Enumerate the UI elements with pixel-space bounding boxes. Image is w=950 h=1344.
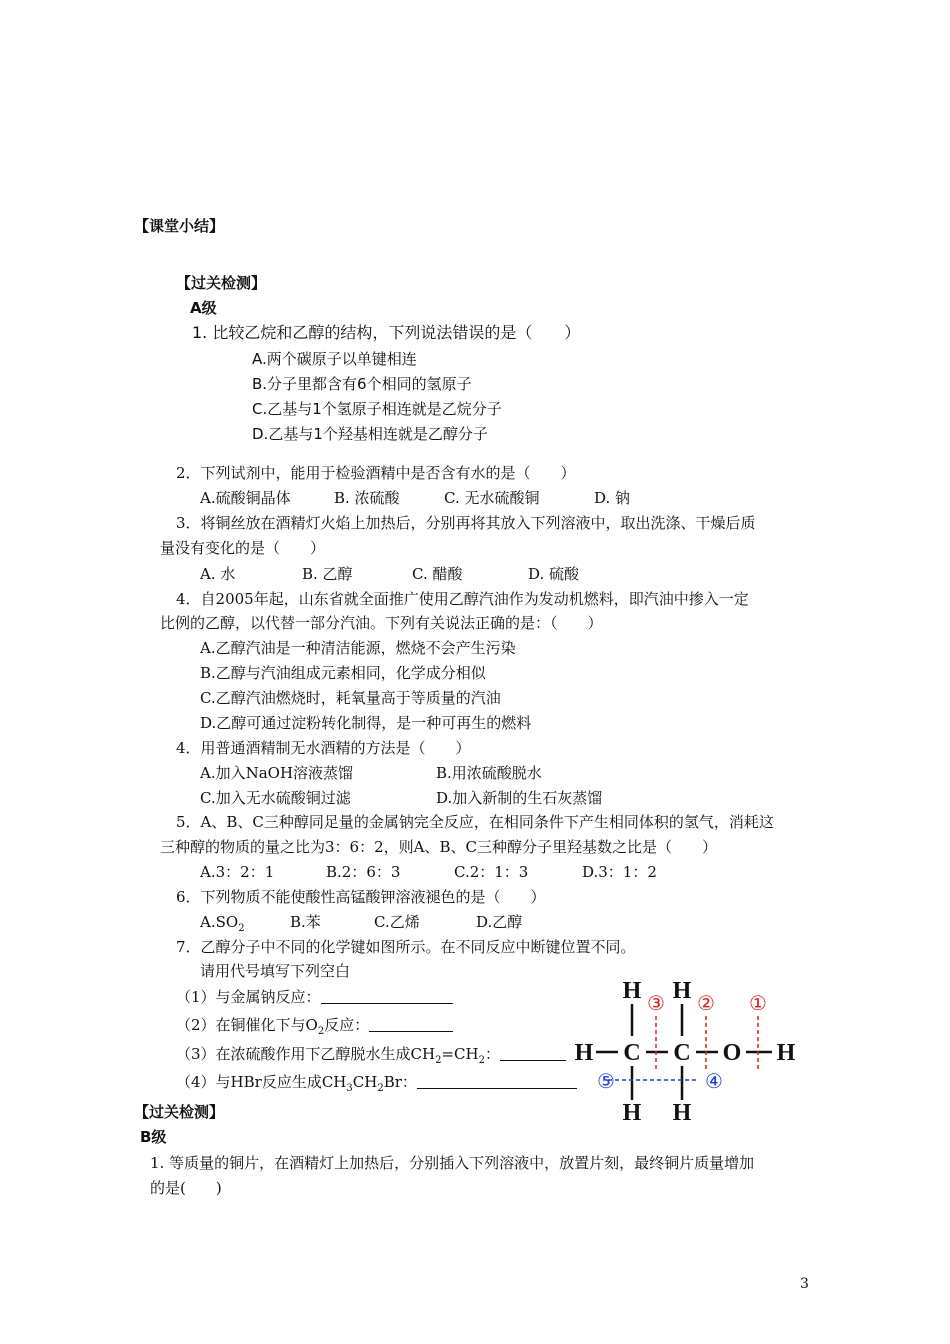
q1-option-c: C.乙基与1个氢原子相连就是乙烷分子	[252, 400, 502, 418]
section-b-level: B级	[140, 1128, 167, 1146]
q7-stem-line2: 请用代号填写下列空白	[200, 962, 351, 980]
q5-option-b: B.2：6：3	[326, 863, 401, 881]
q7-part2: （2）在铜催化下与$O_2$反应：	[176, 1015, 453, 1042]
q5-option-d: D.3：1：2	[582, 863, 657, 881]
q4a-stem-line2: 比例的乙醇，以代替一部分汽油。下列有关说法正确的是：（ ）	[160, 614, 603, 632]
q7-part1: （1）与金属钠反应：	[176, 987, 453, 1007]
atom-h-left: H	[574, 1040, 594, 1066]
q7-part4: （4）与HBr反应生成$CH_3CH_2Br$：	[176, 1072, 577, 1099]
q4a-stem-line1: 4．自2005年起，山东省就全面推广使用乙醇汽油作为发动机燃料，即汽油中掺入一定	[176, 590, 749, 608]
q4a-option-d: D.乙醇可通过淀粉转化制得，是一种可再生的燃料	[200, 714, 532, 732]
section-b-heading: 【过关检测】	[134, 1103, 225, 1121]
q7-part1-answer-blank[interactable]	[321, 989, 453, 1004]
q2-option-c: C. 无水硫酸铜	[444, 489, 540, 507]
q4a-option-b: B.乙醇与汽油组成元素相同，化学成分相似	[200, 664, 486, 682]
q2-option-d: D. 钠	[594, 489, 631, 507]
atom-h-bottom-left: H	[622, 1100, 642, 1126]
q3-option-a: A. 水	[200, 565, 236, 583]
q7-part4-answer-blank[interactable]	[417, 1074, 577, 1089]
section-a-level: A级	[190, 299, 217, 317]
q3-stem-line2: 量没有变化的是（ ）	[160, 539, 326, 557]
q6-option-a: $A.SO_2$	[200, 913, 245, 934]
q5-option-a: A.3：2：1	[200, 863, 275, 881]
q1-option-b: B.分子里都含有6个相同的氢原子	[252, 375, 472, 393]
q2-stem: 2．下列试剂中，能用于检验酒精中是否含有水的是（ ）	[176, 464, 576, 482]
q4b-option-b: B.用浓硫酸脱水	[436, 764, 542, 782]
q3-option-c: C. 醋酸	[412, 565, 463, 583]
q5-stem-line2: 三种醇的物质的量之比为3：6：2，则A、B、C三种醇分子里羟基数之比是（ ）	[160, 838, 717, 856]
q3-option-d: D. 硫酸	[528, 565, 580, 583]
atom-h-hydroxyl: H	[776, 1040, 796, 1066]
q4b-option-d: D.加入新制的生石灰蒸馏	[436, 789, 603, 807]
section-a-heading: 【过关检测】	[176, 274, 267, 292]
q7-part3-answer-blank[interactable]	[500, 1046, 566, 1061]
q2-option-b: B. 浓硫酸	[334, 489, 400, 507]
ethanol-bond-diagram	[568, 972, 808, 1132]
bond-label-4: ④	[705, 1069, 723, 1093]
q5-stem-line1: 5．A、B、C三种醇同足量的金属钠完全反应，在相同条件下产生相同体积的氢气，消耗这	[176, 813, 774, 831]
q4b-option-c: C.加入无水硫酸铜过滤	[200, 789, 351, 807]
section-b-q1-line2: 的是( )	[150, 1179, 222, 1197]
q6-option-b: B.苯	[290, 913, 321, 931]
bond-label-5: ⑤	[597, 1069, 615, 1093]
q1-option-a: A.两个碳原子以单键相连	[252, 350, 417, 368]
q1-option-d: D.乙基与1个羟基相连就是乙醇分子	[252, 425, 488, 443]
summary-heading: 【课堂小结】	[134, 217, 225, 235]
q7-stem-line1: 7．乙醇分子中不同的化学键如图所示。在不同反应中断键位置不同。	[176, 938, 636, 956]
q7-part2-answer-blank[interactable]	[369, 1017, 453, 1032]
q2-option-a: A.硫酸铜晶体	[200, 489, 291, 507]
q4b-stem: 4．用普通酒精制无水酒精的方法是（ ）	[176, 739, 471, 757]
atom-h-bottom-right: H	[672, 1100, 692, 1126]
q6-option-c: C.乙烯	[374, 913, 420, 931]
q5-option-c: C.2：1：3	[454, 863, 529, 881]
q7-part3: （3）在浓硫酸作用下乙醇脱水生成$CH_2=CH_2$：	[176, 1044, 566, 1071]
section-b-q1-line1: 1. 等质量的铜片，在酒精灯上加热后，分别插入下列溶液中，放置片刻，最终铜片质量增加	[150, 1154, 755, 1172]
q3-option-b: B. 乙醇	[302, 565, 353, 583]
q4a-option-c: C.乙醇汽油燃烧时，耗氧量高于等质量的汽油	[200, 689, 501, 707]
atom-c2: C	[673, 1040, 691, 1066]
q3-stem-line1: 3．将铜丝放在酒精灯火焰上加热后，分别再将其放入下列溶液中，取出洗涤、干燥后质	[176, 514, 756, 532]
bond-label-1: ①	[749, 991, 767, 1015]
bond-label-2: ②	[697, 991, 715, 1015]
atom-h-top-right: H	[672, 978, 692, 1004]
q6-option-d: D.乙醇	[476, 913, 523, 931]
page-number: 3	[800, 1276, 809, 1292]
atom-o: O	[722, 1040, 742, 1066]
q6-stem: 6．下列物质不能使酸性高锰酸钾溶液褪色的是（ ）	[176, 888, 546, 906]
atom-c1: C	[623, 1040, 641, 1066]
bond-label-3: ③	[647, 991, 665, 1015]
atom-h-top-left: H	[622, 978, 642, 1004]
q4b-option-a: A.加入NaOH溶液蒸馏	[200, 764, 354, 782]
q4a-option-a: A.乙醇汽油是一种清洁能源，燃烧不会产生污染	[200, 639, 516, 657]
q1-stem: 1. 比较乙烷和乙醇的结构，下列说法错误的是（ ）	[192, 323, 581, 342]
